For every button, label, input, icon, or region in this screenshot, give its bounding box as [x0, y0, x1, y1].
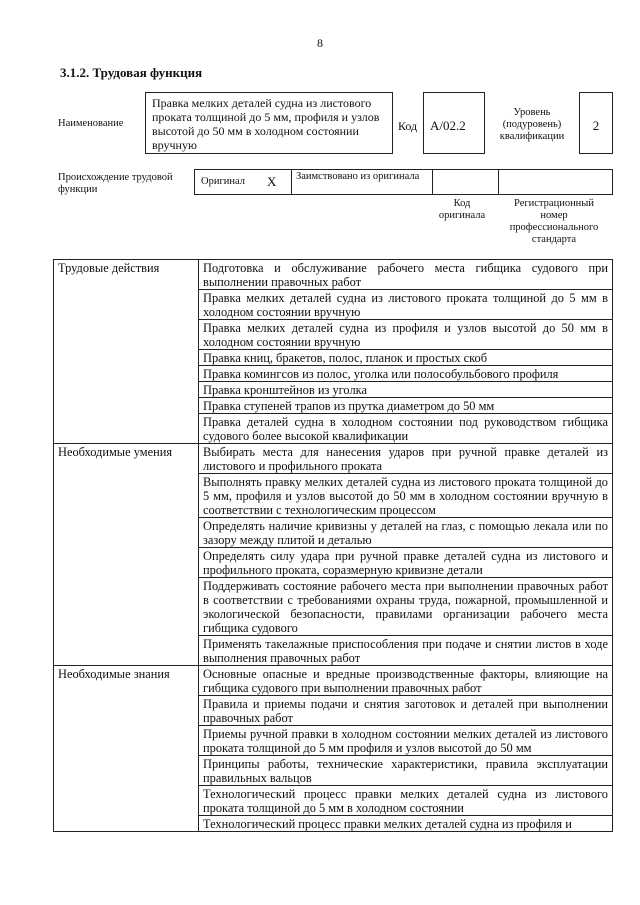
section-item: Технологический процесс правки мелких деталей судна из листового проката толщиной до 5 мм в холодном состоянии — [199, 786, 613, 816]
section-item: Правила и приемы подачи и снятия заготовок и деталей при выполнении правочных работ — [199, 696, 613, 726]
table-row — [54, 444, 613, 474]
section-category: Трудовые действия — [54, 260, 199, 444]
level-label: Уровень (подуровень) квалификации — [499, 107, 565, 142]
section-item: Выбирать места для нанесения ударов при ручной правке деталей из листового и профильного проката — [199, 444, 613, 474]
section-item: Правка мелких деталей судна из листового проката толщиной до 5 мм в холодном состоянии вручную — [199, 290, 613, 320]
section-item: Правка мелких деталей судна из профиля и узлов высотой до 50 мм в холодном состоянии вручную — [199, 320, 613, 350]
function-table-body — [54, 260, 613, 832]
registration-number-label: Регистрационный номер профессионального стандарта — [509, 198, 599, 245]
origin-row — [194, 169, 613, 195]
section-item: Выполнять правку мелких деталей судна из листового проката толщиной до 5 мм, профиля и узлов высотой до 50 мм в холодном состоянии вручную в соответствии с технологическим процессом — [199, 474, 613, 518]
origin-original-mark: X — [267, 174, 277, 189]
section-title: 3.1.2. Трудовая функция — [60, 65, 203, 80]
kod-label: Код — [398, 119, 418, 133]
page-number: 8 — [317, 36, 323, 50]
section-item: Применять такелажные приспособления при подаче и снятии листов в ходе выполнения правочных работ — [199, 636, 613, 666]
table-row — [54, 260, 613, 290]
section-item: Правка книц, бракетов, полос, планок и простых скоб — [199, 350, 613, 366]
section-item: Поддерживать состояние рабочего места при выполнении правочных работ в соответствии с требованиями охраны труда, пожарной, промышленной и экологической безопасности, правилами организации рабочего места гибщика судового — [199, 578, 613, 636]
origin-label: Происхождение трудовой функции — [58, 172, 173, 195]
section-category: Необходимые умения — [54, 444, 199, 666]
kod-value: A/02.2 — [423, 92, 485, 154]
origin-code-cell — [433, 170, 499, 194]
section-item: Приемы ручной правки в холодном состоянии мелких деталей из листового проката толщиной до 5 мм профиля и узлов высотой до 50 мм — [199, 726, 613, 756]
section-item: Правка ступеней трапов из прутка диаметром до 50 мм — [199, 398, 613, 414]
naimenovanie-label: Наименование — [58, 118, 124, 129]
origin-original-cell — [195, 170, 292, 194]
level-value: 2 — [579, 92, 613, 154]
section-item: Определять наличие кривизны у деталей на глаз, с помощью лекала или по зазору между плитой и деталью — [199, 518, 613, 548]
section-item: Технологический процесс правки мелких деталей судна из профиля и — [199, 816, 613, 832]
naimenovanie-value: Правка мелких деталей судна из листового проката толщиной до 5 мм, профиля и узлов высотой до 50 мм в холодном состоянии вручную — [145, 92, 393, 154]
section-item: Подготовка и обслуживание рабочего места гибщика судового при выполнении правочных работ — [199, 260, 613, 290]
code-original-label: Код оригинала — [438, 198, 486, 221]
section-item: Правка деталей судна в холодном состоянии под руководством гибщика судового более высокой квалификации — [199, 414, 613, 444]
table-row — [54, 666, 613, 696]
section-item: Основные опасные и вредные производственные факторы, влияющие на гибщика судового при выполнении правочных работ — [199, 666, 613, 696]
section-category: Необходимые знания — [54, 666, 199, 832]
origin-borrowed-cell: Заимствовано из оригинала — [292, 170, 433, 194]
section-item: Правка кронштейнов из уголка — [199, 382, 613, 398]
origin-original-label: Оригинал — [201, 176, 245, 187]
section-item: Принципы работы, технические характеристики, правила эксплуатации правильных вальцов — [199, 756, 613, 786]
section-item: Определять силу удара при ручной правке деталей судна из листового и профильного проката, соразмерную кривизне детали — [199, 548, 613, 578]
function-table — [53, 259, 613, 832]
section-item: Правка комингсов из полос, уголка или полособульбового профиля — [199, 366, 613, 382]
origin-reg-cell — [499, 170, 612, 194]
